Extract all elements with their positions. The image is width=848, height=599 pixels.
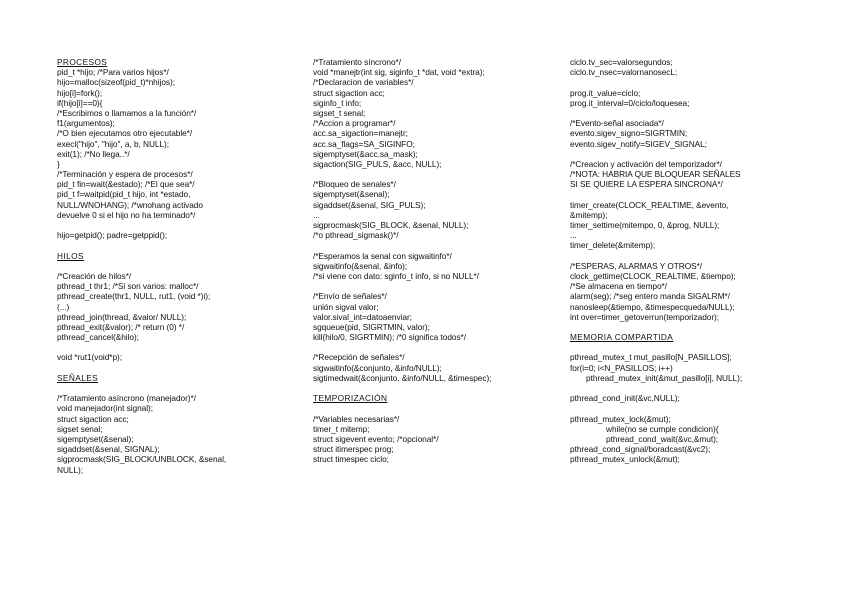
- code-line: /*O bien ejecutamos otro ejecutable*/: [57, 128, 193, 139]
- blank-line: [313, 383, 548, 393]
- code-line: hijo=getpid(); padre=getppid();: [57, 230, 168, 241]
- code-line: }: [57, 158, 60, 169]
- blank-line: [313, 240, 548, 250]
- code-line: ciclo.tv_nsec=valornanosecL;: [570, 67, 678, 78]
- code-line: /*Creación de hilos*/: [57, 270, 132, 281]
- blank-line: [313, 281, 548, 291]
- blank-line: [570, 77, 795, 87]
- code-line: devuelve 0 si el hijo no ha terminado*/: [57, 209, 196, 220]
- code-line: /*NOTA: HABRIA QUE BLOQUEAR SEÑALES: [570, 169, 741, 180]
- code-line: nanosleep(&tiempo, &timespecqueda/NULL);: [570, 301, 735, 312]
- section-heading: SEÑALES: [57, 372, 99, 383]
- code-line: execl("hijo", "hijo", a, b, NULL);: [57, 138, 169, 149]
- blank-line: [570, 342, 795, 352]
- code-line: evento.sigev_signo=SIGRTMIN;: [570, 128, 688, 139]
- code-line: if(hijo[i]==0){: [57, 97, 103, 108]
- code-line: /*ESPERAS, ALARMAS Y OTROS*/: [570, 260, 703, 271]
- blank-line: [313, 169, 548, 179]
- code-line: prog.it_value=ciclo;: [570, 87, 641, 98]
- code-line: struct timespec ciclo;: [313, 454, 389, 465]
- code-line: struct sigaction acc;: [57, 413, 129, 424]
- code-line: /*Esperamos la senal con sigwaitinfo*/: [313, 250, 452, 261]
- code-line: evento.sigev_notify=SIGEV_SIGNAL;: [570, 138, 707, 149]
- code-line: valor.sival_int=datoaenviar;: [313, 311, 412, 322]
- blank-line: [57, 261, 287, 271]
- code-line: hijo=malloc(sizeof(pid_t)*nhijos);: [57, 77, 175, 88]
- code-line: pthread_cancel(&hilo);: [57, 332, 139, 343]
- code-line: hijo[i]=fork();: [57, 87, 103, 98]
- code-line: pthread_mutex_init(&mut_pasillo[i], NULL);: [586, 372, 743, 383]
- code-line: sigwaitinfo(&conjunto, &info/NULL);: [313, 362, 442, 373]
- code-line: clock_gettime(CLOCK_REALTIME, &tiempo);: [570, 270, 736, 281]
- code-line: sigwaitinfo(&senal, &info);: [313, 260, 408, 271]
- code-line: timer_delete(&mitemp);: [570, 240, 656, 251]
- section-heading: TEMPORIZACIÓN: [313, 393, 388, 404]
- section-heading: HILOS: [57, 250, 84, 261]
- code-line: pid_t *hijo; /*Para varios hijos*/: [57, 67, 169, 78]
- code-line: pthread_cond_wait(&vc,&mut);: [606, 433, 719, 444]
- code-line: sigprocmask(SIG_BLOCK/UNBLOCK, &senal,: [57, 454, 227, 465]
- code-line: int over=timer_getoverrun(temporizador);: [570, 311, 720, 322]
- section-heading: PROCESOS: [57, 57, 108, 67]
- code-line: pthread_exit(&valor); /* return (0) */: [57, 321, 185, 332]
- code-line: sigaddset(&senal, SIG_PULS);: [313, 199, 426, 210]
- code-line: exit(1); /*No llega..*/: [57, 148, 130, 159]
- code-line: NULL);: [57, 464, 83, 475]
- code-line: sigemptyset(&senal);: [313, 189, 390, 200]
- code-line: kill(hilo/0, SIGRTMIN); /*0 significa todos*/: [313, 332, 466, 343]
- blank-line: [57, 383, 287, 393]
- code-line: siginfo_t info;: [313, 97, 362, 108]
- code-line: /*Evento-señal asociada*/: [570, 118, 664, 129]
- code-line: /*Terminación y espera de procesos*/: [57, 169, 193, 180]
- code-line: pthread_mutex_t mut_pasillo[N_PASILLOS];: [570, 352, 732, 363]
- blank-line: [57, 220, 287, 230]
- section-heading: MEMORIA COMPARTIDA: [570, 332, 674, 343]
- code-line: /*o pthread_sigmask()*/: [313, 230, 399, 241]
- code-line: (...): [57, 301, 70, 312]
- code-line: void *manejtr(int sig, siginfo_t *dat, void *extra);: [313, 67, 485, 78]
- code-line: acc.sa_flags=SA_SIGINFO;: [313, 138, 415, 149]
- code-line: timer_create(CLOCK_REALTIME, &evento,: [570, 199, 729, 210]
- column-1: [57, 57, 287, 475]
- blank-line: [570, 322, 795, 332]
- code-line: /*Se almacena en tiempo*/: [570, 281, 667, 292]
- code-line: /*Escribimos o llamamos a la función*/: [57, 107, 197, 118]
- blank-line: [570, 403, 795, 413]
- code-line: alarm(seg); /*seg entero manda SIGALRM*/: [570, 291, 730, 302]
- code-line: pthread_join(thread, &valor/ NULL);: [57, 311, 187, 322]
- blank-line: [313, 342, 548, 352]
- code-line: sigset senal;: [57, 423, 103, 434]
- code-line: /*Declaracion de variables*/: [313, 77, 414, 88]
- code-line: ...: [313, 209, 320, 220]
- code-line: for(i=0; i<N_PASILLOS; i++): [570, 362, 673, 373]
- blank-line: [570, 108, 795, 118]
- code-line: pthread_mutex_unlock(&mut);: [570, 454, 680, 465]
- code-line: ...: [570, 230, 577, 241]
- code-line: struct itimerspec prog;: [313, 444, 394, 455]
- blank-line: [57, 240, 287, 250]
- code-line: pthread_cond_signal/boradcast(&vc2);: [570, 444, 711, 455]
- code-line: SI SE QUIERE LA ESPERA SINCRONA*/: [570, 179, 723, 190]
- code-line: /*Tratamiento síncrono*/: [313, 57, 401, 67]
- code-line: struct sigevent evento; /*opcional*/: [313, 433, 439, 444]
- code-line: sigprocmask(SIG_BLOCK, &senal, NULL);: [313, 220, 469, 230]
- blank-line: [570, 251, 795, 261]
- code-line: sigaction(SIG_PULS, &acc, NULL);: [313, 158, 442, 169]
- code-line: &mitemp);: [570, 209, 608, 220]
- code-line: pid_t f=waitpid(pid_t hijo, int *estado,: [57, 189, 191, 200]
- code-line: /*Accion a programar*/: [313, 118, 396, 129]
- column-3: [570, 57, 795, 465]
- column-2: [313, 57, 548, 465]
- code-line: /*Envío de señales*/: [313, 291, 387, 302]
- blank-line: [570, 383, 795, 393]
- code-line: sigtimedwait(&conjunto, &info/NULL, &timespec);: [313, 372, 492, 383]
- code-line: pthread_create(thr1, NULL, rut1, (void *)i);: [57, 291, 211, 302]
- code-line: sgqueue(pid, SIGRTMIN, valor);: [313, 321, 430, 332]
- code-line: sigset_t senal;: [313, 107, 366, 118]
- blank-line: [570, 149, 795, 159]
- code-line: f1(argumentos);: [57, 118, 115, 129]
- code-line: pthread_cond_init(&vc,NULL);: [570, 393, 680, 404]
- code-line: sigemptyset(&senal);: [57, 433, 134, 444]
- code-line: struct sigaction acc;: [313, 87, 385, 98]
- code-line: pthread_mutex_lock(&mut);: [570, 413, 671, 424]
- code-line: timer_t mitemp;: [313, 423, 370, 434]
- code-line: sigaddset(&senal, SIGNAL);: [57, 444, 160, 455]
- code-line: while(no se cumple condicion){: [606, 423, 719, 434]
- code-line: acc.sa_sigaction=manejtr;: [313, 128, 408, 139]
- blank-line: [313, 403, 548, 413]
- blank-line: [57, 363, 287, 373]
- code-line: /*Bloqueo de senales*/: [313, 179, 396, 190]
- code-line: NULL/WNOHANG); /*wnohang activado: [57, 199, 203, 210]
- code-line: /*Tratamiento asíncrono (manejador)*/: [57, 393, 196, 404]
- code-line: void *rut1(void*p);: [57, 352, 122, 363]
- code-line: /*si viene con dato: sginfo_t info, si no NULL*/: [313, 270, 479, 281]
- code-line: /*Creacion y activación del temporizador*/: [570, 158, 722, 169]
- blank-line: [570, 189, 795, 199]
- code-line: /*Variables necesarias*/: [313, 413, 400, 424]
- code-line: pid_t fin=wait(&estado); /*El que sea*/: [57, 179, 195, 190]
- code-line: pthread_t thr1; /*Si son varios: malloc*/: [57, 281, 199, 292]
- blank-line: [57, 342, 287, 352]
- code-line: void manejador(int signal);: [57, 403, 153, 414]
- code-line: ciclo.tv_sec=valorsegundos;: [570, 57, 673, 67]
- code-line: unión sigval valor;: [313, 301, 379, 312]
- code-line: timer_settime(mitempo, 0, &prog, NULL);: [570, 220, 720, 230]
- code-line: /*Recepción de señales*/: [313, 352, 405, 363]
- code-line: prog.it_interval=0/ciclo/loquesea;: [570, 97, 690, 108]
- code-line: sigemptyset(&acc.sa_mask);: [313, 148, 418, 159]
